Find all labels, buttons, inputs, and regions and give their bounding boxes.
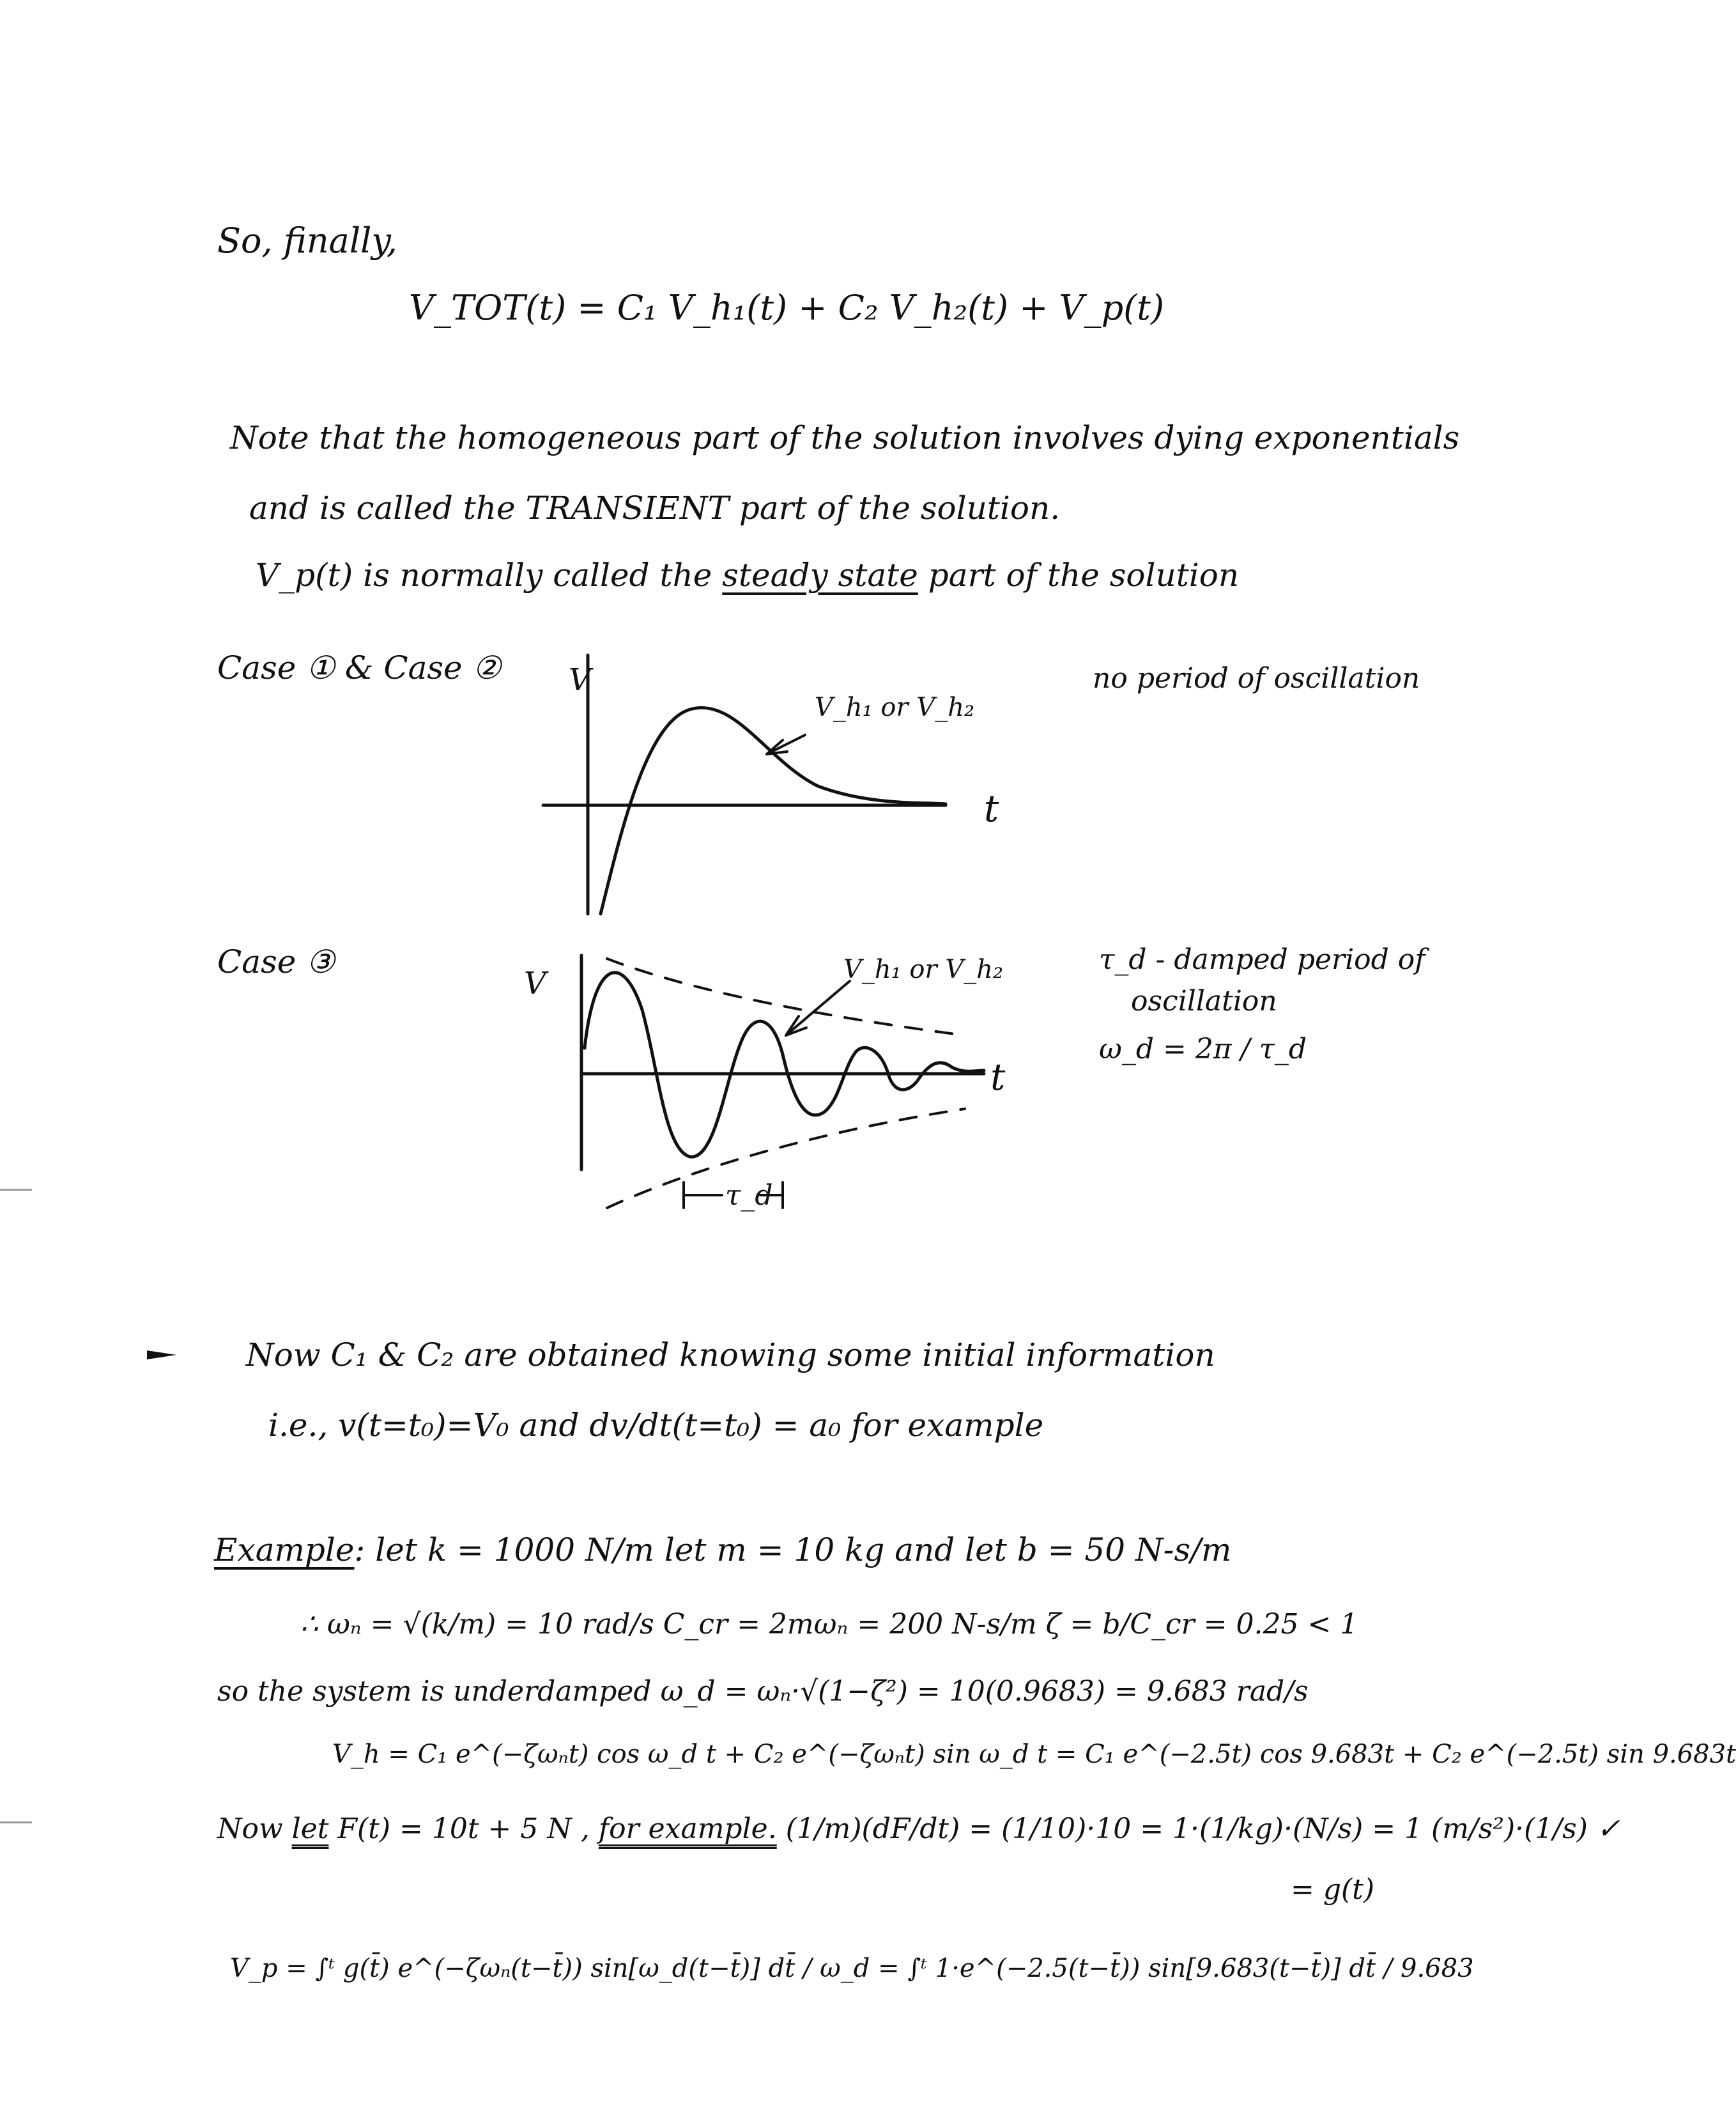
margin-mark-1	[0, 1189, 32, 1191]
graph1-curve-label: V_h₁ or V_h₂	[815, 693, 974, 722]
now-line-2: i.e., v(t=t₀)=V₀ and dv/dt(t=t₀) = a₀ for example	[268, 1407, 1044, 1444]
steady-state-term: steady state	[722, 557, 918, 594]
case12-note: no period of oscillation	[1093, 662, 1420, 695]
graph1-curve	[601, 707, 946, 914]
graph1-arrow	[767, 735, 805, 754]
note-line-3-a: V_p(t) is normally called the	[256, 557, 712, 594]
example-line-6: = g(t)	[1291, 1873, 1375, 1906]
example-line-7: V_p = ∫ᵗ g(t̄) e^(−ζωₙ(t−t̄)) sin[ω_d(t−t̄)] dt̄ / ω_d = ∫ᵗ 1·e^(−2.5(t−t̄)) sin[9.683(t−t̄)] dt̄ / 9.683	[230, 1954, 1474, 1983]
case3-note-3: ω_d = 2π / τ_d	[1099, 1033, 1307, 1065]
example-line-5-for-example: for example.	[598, 1813, 777, 1845]
example-line-5-a: Now	[217, 1813, 283, 1845]
note-line-3	[256, 557, 1240, 594]
example-line-1	[214, 1531, 1232, 1568]
graph2-y-label: V	[524, 966, 546, 1001]
graph2-curve-label: V_h₁ or V_h₂	[843, 955, 1003, 984]
graph-overdamped	[537, 645, 1061, 927]
example-line-4: V_h = C₁ e^(−ζωₙt) cos ω_d t + C₂ e^(−ζωₙt) sin ω_d t = C₁ e^(−2.5t) cos 9.683t + C₂ e^(−2.5t) sin 9.683t	[332, 1740, 1736, 1769]
example-line-5-c: F(t) = 10t + 5 N ,	[337, 1813, 590, 1845]
margin-mark-2	[0, 1821, 32, 1823]
example-line-5-let: let	[291, 1813, 329, 1845]
example-line-5	[217, 1815, 1620, 1843]
example-line-1-text: : let k = 1000 N/m let m = 10 kg and let b = 50 N-s/m	[354, 1531, 1232, 1568]
total-solution-equation: V_TOT(t) = C₁ V_h₁(t) + C₂ V_h₂(t) + V_p(t)	[409, 288, 1165, 328]
graph2-curve	[585, 973, 984, 1157]
case3-note-1: τ_d - damped period of	[1099, 943, 1425, 976]
case3-note-2: oscillation	[1131, 985, 1277, 1017]
example-label: Example	[214, 1531, 355, 1568]
case3-label: Case ③	[217, 943, 335, 980]
example-line-2: ∴ ωₙ = √(k/m) = 10 rad/s C_cr = 2mωₙ = 200 N-s/m ζ = b/C_cr = 0.25 < 1	[300, 1608, 1358, 1641]
note-line-1: Note that the homogeneous part of the solution involves dying exponentials	[230, 419, 1460, 456]
now-line-1: Now C₁ & C₂ are obtained knowing some initial information	[246, 1336, 1215, 1373]
note-line-3-c: part of the solution	[928, 557, 1240, 594]
graph2-lower-envelope	[607, 1109, 965, 1208]
graph1-y-label: V	[569, 662, 591, 698]
graph2-period-label: τ_d	[725, 1179, 773, 1212]
graph1-x-label: t	[984, 787, 999, 830]
example-line-5-e: (1/m)(dF/dt) = (1/10)·10 = 1·(1/kg)·(N/s) = 1 (m/s²)·(1/s) ✓	[785, 1813, 1620, 1845]
graph2-x-label: t	[990, 1055, 1006, 1099]
bullet-arrow-icon	[146, 1345, 178, 1364]
graph-underdamped	[498, 939, 1073, 1246]
case12-label: Case ① & Case ②	[217, 649, 502, 686]
note-line-2: and is called the TRANSIENT part of the solution.	[249, 490, 1061, 527]
example-line-3: so the system is underdamped ω_d = ωₙ·√(1−ζ²) = 10(0.9683) = 9.683 rad/s	[217, 1675, 1309, 1708]
intro-text: So, finally,	[217, 220, 397, 261]
